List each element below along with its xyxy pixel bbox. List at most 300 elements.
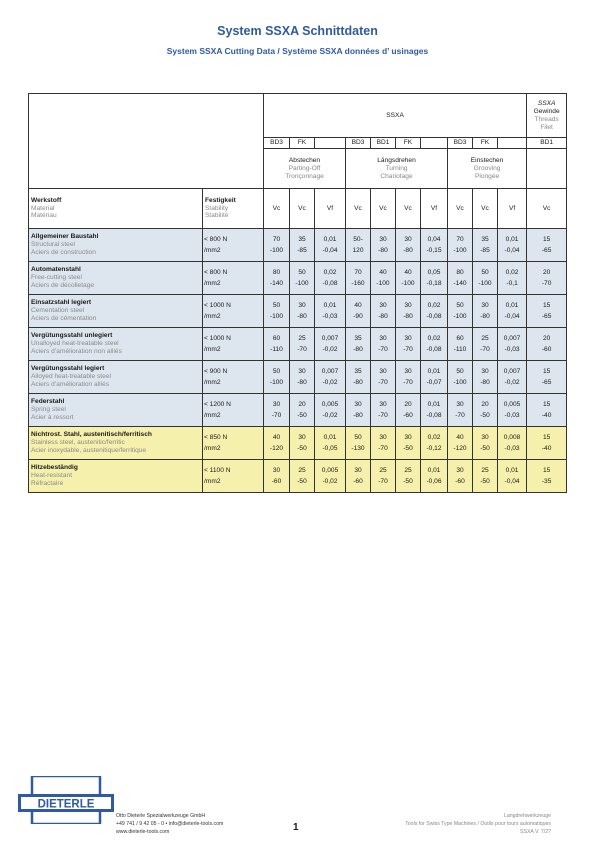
value-line: -50 <box>403 445 413 452</box>
value-line: -0,06 <box>426 478 442 485</box>
material-header <box>29 189 203 229</box>
value-line: 20 <box>542 269 551 276</box>
value-line: 0,01 <box>323 302 337 309</box>
value-line: -85 <box>480 247 490 254</box>
footer-right-line: Langdrehwerkzeuge <box>503 813 551 819</box>
value-line: 40 <box>272 434 281 441</box>
material-en: Unalloyed heat-treatable steel <box>31 340 119 348</box>
value-line: -70 <box>378 412 388 419</box>
footer-contact: +49 741 / 9 42 05 - 0 • info@dieterle-tools.com <box>116 821 224 827</box>
value-line: -70 <box>480 346 490 353</box>
value-cell <box>346 262 371 295</box>
threads-header-line: Gewinde <box>533 107 560 115</box>
value-line: -100 <box>453 379 467 386</box>
operation-fr: Tronçonnage <box>285 172 324 180</box>
value-line: -40 <box>541 445 552 452</box>
strength-line: /mm2 <box>204 412 221 419</box>
strength-cell <box>203 295 264 328</box>
material-en: Structural steel <box>31 241 75 249</box>
material-fr: Aciers d’amélioration alliés <box>31 380 110 388</box>
value-cell <box>290 229 315 262</box>
value-cell <box>290 427 315 460</box>
value-line: -0,03 <box>322 313 338 320</box>
value-cell <box>473 229 498 262</box>
value-line: -90 <box>353 313 363 320</box>
value-cell <box>264 328 290 361</box>
material-fr: Aciers de décolletage <box>31 281 95 289</box>
value-cell <box>448 295 473 328</box>
parameter-header-row <box>29 189 567 229</box>
value-line: 30 <box>404 434 412 441</box>
value-cell <box>290 460 315 493</box>
material-de: Hitzebeständig <box>31 464 78 472</box>
value-line: -35 <box>541 478 552 485</box>
value-line: -70 <box>378 346 388 353</box>
table-row <box>29 427 567 460</box>
strength-header-en: Stability <box>205 204 229 212</box>
value-cell <box>264 460 290 493</box>
operation-turning <box>346 149 448 189</box>
footer-company-block <box>116 812 223 836</box>
strength-line: /mm2 <box>204 313 221 320</box>
value-cell <box>473 361 498 394</box>
insert-code-cell <box>498 138 527 149</box>
value-cell <box>315 427 346 460</box>
strength-line: < 1000 N <box>204 302 231 309</box>
value-line: 0,007 <box>503 335 521 342</box>
value-line: -85 <box>297 247 307 254</box>
value-line: 40 <box>354 302 362 309</box>
value-line: -0,02 <box>322 346 338 353</box>
value-cell <box>396 427 421 460</box>
insert-code-cell: BD3 <box>346 138 371 149</box>
value-line: -70 <box>378 478 388 485</box>
strength-line: < 1200 N <box>204 401 231 408</box>
material-de: Allgemeiner Baustahl <box>31 233 99 241</box>
value-line: 0,04 <box>427 236 441 243</box>
value-line: 0,01 <box>505 236 519 243</box>
parameter-header-cell: Vf <box>315 189 346 229</box>
parameter-header-cell: Vc <box>527 189 567 229</box>
parameter-header-cell: Vc <box>264 189 290 229</box>
strength-line: /mm2 <box>204 280 221 287</box>
footer-right-line: SSXA V. 7/2? <box>520 829 551 835</box>
value-line: 25 <box>298 467 306 474</box>
value-line: 0,02 <box>505 269 519 276</box>
value-line: -0,04 <box>504 247 520 254</box>
table-row <box>29 361 567 394</box>
table-body <box>29 94 567 493</box>
insert-code-cell <box>315 138 346 149</box>
value-line: 35 <box>298 236 306 243</box>
parameter-header-cell: Vc <box>473 189 498 229</box>
value-line: 50 <box>298 269 306 276</box>
parameter-header-cell: Vc <box>396 189 421 229</box>
value-cell <box>448 229 473 262</box>
value-line: -100 <box>453 247 467 254</box>
value-line: 50 <box>481 269 489 276</box>
value-line: 30 <box>298 434 306 441</box>
value-line: 0,02 <box>427 302 441 309</box>
value-line: -70 <box>271 412 282 419</box>
value-line: 30 <box>379 302 387 309</box>
value-cell <box>346 361 371 394</box>
value-line: 60 <box>272 335 281 342</box>
strength-line: /mm2 <box>204 478 221 485</box>
value-line: 30 <box>456 467 464 474</box>
strength-header-de: Festigkeit <box>205 196 236 204</box>
strength-line: /mm2 <box>204 247 221 254</box>
parameter-header-cell: Vf <box>421 189 448 229</box>
value-line: -0,15 <box>426 247 442 254</box>
value-line: -70 <box>455 412 465 419</box>
value-cell <box>527 328 567 361</box>
value-line: 25 <box>379 467 387 474</box>
value-cell <box>371 262 396 295</box>
footer-right-line: Tools for Swiss Type Machines / Outils pour tours automatiques <box>405 821 551 827</box>
value-line: -100 <box>269 247 284 254</box>
value-cell <box>396 394 421 427</box>
value-line: -0,08 <box>322 280 338 287</box>
table-row <box>29 295 567 328</box>
value-line: 30 <box>456 401 464 408</box>
value-cell <box>315 229 346 262</box>
strength-line: < 900 N <box>204 368 228 375</box>
value-line: 30 <box>404 302 412 309</box>
footer-web: www.dieterle-tools.com <box>116 829 170 835</box>
value-line: -50 <box>480 412 490 419</box>
value-line: -70 <box>403 346 413 353</box>
value-line: -50 <box>403 478 413 485</box>
value-line: 120 <box>352 247 364 254</box>
value-line: -0,02 <box>322 379 338 386</box>
value-cell <box>315 262 346 295</box>
value-line: 30 <box>379 401 387 408</box>
value-line: -0,08 <box>426 412 442 419</box>
value-line: 0,01 <box>505 302 519 309</box>
value-line: 30 <box>354 401 362 408</box>
value-line: -50 <box>297 412 307 419</box>
value-line: -50 <box>480 478 490 485</box>
value-line: 30 <box>272 401 281 408</box>
insert-code-cell: FK <box>290 138 315 149</box>
value-line: 25 <box>481 467 489 474</box>
insert-code-cell: BD1 <box>527 138 567 149</box>
value-line: 0,01 <box>505 467 519 474</box>
value-line: -0,12 <box>426 445 442 452</box>
value-cell <box>421 361 448 394</box>
value-line: -120 <box>269 445 284 452</box>
operation-grooving <box>448 149 527 189</box>
value-cell <box>527 262 567 295</box>
value-line: 70 <box>354 269 362 276</box>
value-cell <box>448 361 473 394</box>
value-line: 70 <box>456 236 464 243</box>
value-line: 0,007 <box>503 368 521 375</box>
table-row <box>29 328 567 361</box>
threads-header-line: Filet <box>540 123 553 131</box>
operation-fr: Plongée <box>474 172 500 180</box>
value-cell <box>396 460 421 493</box>
value-line: 30 <box>379 335 387 342</box>
material-fr: Aciers de cémentation <box>31 314 97 322</box>
operation-en: Turning <box>385 164 408 172</box>
value-line: -0,04 <box>504 478 520 485</box>
value-line: -70 <box>403 379 413 386</box>
material-de: Automatenstahl <box>31 266 81 274</box>
value-line: 40 <box>379 269 387 276</box>
value-cell <box>448 394 473 427</box>
value-line: -80 <box>403 313 413 320</box>
value-cell <box>315 295 346 328</box>
value-line: -0,03 <box>504 346 520 353</box>
value-cell <box>473 262 498 295</box>
material-cell <box>29 427 203 460</box>
value-cell <box>448 460 473 493</box>
value-cell <box>527 394 567 427</box>
material-header-de: Werkstoff <box>31 196 62 204</box>
strength-header-fr: Stabilité <box>205 212 229 220</box>
value-line: 25 <box>404 467 412 474</box>
dieterle-logo <box>18 776 114 829</box>
operation-en: Parting-Off <box>288 164 321 172</box>
value-cell <box>290 328 315 361</box>
value-cell <box>421 394 448 427</box>
insert-code-cell: BD1 <box>371 138 396 149</box>
operation-de: Einstechen <box>470 156 504 164</box>
value-cell <box>290 394 315 427</box>
value-line: -100 <box>376 280 390 287</box>
value-cell <box>498 427 527 460</box>
material-en: Cementation steel <box>31 307 85 315</box>
value-line: 25 <box>481 335 489 342</box>
dieterle-logo-icon <box>18 776 114 824</box>
material-de: Federstahl <box>31 398 65 406</box>
value-line: -120 <box>453 445 467 452</box>
value-line: -50 <box>480 445 490 452</box>
value-cell <box>421 427 448 460</box>
value-line: 35 <box>481 236 489 243</box>
material-cell <box>29 262 203 295</box>
insert-code-cell <box>421 138 448 149</box>
value-line: -0,03 <box>504 445 520 452</box>
value-line: 0,01 <box>323 434 337 441</box>
value-line: -60 <box>353 478 363 485</box>
threads-header-line: SSXA <box>537 99 556 107</box>
parameter-header-cell: Vf <box>498 189 527 229</box>
material-cell <box>29 394 203 427</box>
value-cell <box>527 361 567 394</box>
value-line: -80 <box>353 379 363 386</box>
value-line: 0,01 <box>427 401 441 408</box>
value-cell <box>315 394 346 427</box>
value-cell <box>264 262 290 295</box>
strength-header <box>203 189 264 229</box>
value-cell <box>315 460 346 493</box>
value-line: 0,007 <box>321 335 339 342</box>
value-line: 50 <box>456 302 464 309</box>
value-line: -140 <box>453 280 467 287</box>
value-line: 0,007 <box>321 368 339 375</box>
operation-threads-blank <box>527 149 567 189</box>
value-line: -0,03 <box>504 412 520 419</box>
value-line: -100 <box>478 280 492 287</box>
strength-line: /mm2 <box>204 445 221 452</box>
value-cell <box>498 460 527 493</box>
parameter-header-cell: Vc <box>371 189 396 229</box>
value-line: 30 <box>481 302 489 309</box>
value-line: -70 <box>378 445 388 452</box>
value-line: -60 <box>403 412 413 419</box>
value-line: -50 <box>297 445 307 452</box>
value-cell <box>527 295 567 328</box>
operation-de: Abstechen <box>288 156 321 164</box>
value-cell <box>264 361 290 394</box>
value-cell <box>371 361 396 394</box>
strength-line: /mm2 <box>204 346 221 353</box>
value-cell <box>396 262 421 295</box>
value-cell <box>473 394 498 427</box>
table-row <box>29 394 567 427</box>
value-line: -110 <box>453 346 467 353</box>
value-line: 50- <box>353 236 363 243</box>
value-line: 60 <box>456 335 464 342</box>
insert-code-cell: FK <box>396 138 421 149</box>
strength-cell <box>203 361 264 394</box>
value-line: 0,01 <box>427 368 441 375</box>
value-line: -130 <box>351 445 365 452</box>
value-line: 30 <box>404 236 412 243</box>
value-line: -0,02 <box>322 478 338 485</box>
value-line: 15 <box>542 434 551 441</box>
logo-text: DIETERLE <box>37 798 95 811</box>
value-line: 30 <box>272 467 281 474</box>
value-line: -100 <box>269 379 284 386</box>
value-line: -0,02 <box>322 412 338 419</box>
material-cell <box>29 361 203 394</box>
value-cell <box>498 262 527 295</box>
value-line: -0,04 <box>504 313 520 320</box>
material-en: Heat-resistant <box>31 472 73 480</box>
value-line: -80 <box>378 313 388 320</box>
value-cell <box>371 394 396 427</box>
material-fr: Aciers d’amélioration non alliés <box>31 347 122 355</box>
value-line: 35 <box>354 335 362 342</box>
value-cell <box>264 427 290 460</box>
value-line: -65 <box>541 379 552 386</box>
value-cell <box>371 427 396 460</box>
material-fr: Acier inoxydable, austenitique/ferritique <box>31 446 147 454</box>
strength-cell <box>203 460 264 493</box>
value-line: 0,02 <box>427 434 441 441</box>
material-de: Vergütungsstahl legiert <box>31 365 105 373</box>
operation-fr: Chariotage <box>380 172 413 180</box>
parameter-header-cell: Vc <box>290 189 315 229</box>
value-line: -60 <box>455 478 465 485</box>
value-cell <box>473 328 498 361</box>
value-line: -80 <box>297 313 307 320</box>
footer-company: Otto Dieterle Spezialwerkzeuge GmbH <box>116 813 206 819</box>
value-line: 0,05 <box>427 269 441 276</box>
strength-line: < 800 N <box>204 269 228 276</box>
value-line: -80 <box>480 379 490 386</box>
value-line: 25 <box>298 335 306 342</box>
value-line: -80 <box>297 379 307 386</box>
material-cell <box>29 460 203 493</box>
value-line: -60 <box>541 346 552 353</box>
material-cell <box>29 295 203 328</box>
value-line: 0,01 <box>427 467 441 474</box>
value-line: -0,07 <box>426 379 442 386</box>
value-line: -140 <box>269 280 284 287</box>
value-line: -160 <box>351 280 365 287</box>
value-line: 20 <box>404 401 412 408</box>
value-line: 30 <box>481 434 489 441</box>
value-cell <box>421 460 448 493</box>
value-cell <box>264 394 290 427</box>
strength-line: < 800 N <box>204 236 228 243</box>
material-cell <box>29 229 203 262</box>
value-line: 30 <box>379 434 387 441</box>
value-line: -100 <box>295 280 309 287</box>
value-line: 50 <box>456 368 464 375</box>
strength-cell <box>203 229 264 262</box>
value-line: -0,02 <box>504 379 520 386</box>
material-de: Einsatzstahl legiert <box>31 299 92 307</box>
value-line: 15 <box>542 302 551 309</box>
value-cell <box>371 328 396 361</box>
value-cell <box>371 295 396 328</box>
value-cell <box>527 460 567 493</box>
ssxa-group-header: SSXA <box>264 94 527 138</box>
value-line: -65 <box>541 247 552 254</box>
value-line: -80 <box>480 313 490 320</box>
table-row <box>29 229 567 262</box>
insert-code-cell: BD3 <box>448 138 473 149</box>
value-cell <box>498 295 527 328</box>
strength-line: /mm2 <box>204 379 221 386</box>
value-line: -80 <box>353 412 363 419</box>
cutting-data-table <box>28 93 567 493</box>
value-line: 20 <box>542 335 551 342</box>
value-line: 30 <box>481 368 489 375</box>
value-line: 30 <box>354 467 362 474</box>
material-en: Stainless steel, austenitic/ferritic <box>31 439 125 447</box>
value-line: -80 <box>353 346 363 353</box>
value-line: -65 <box>541 313 552 320</box>
parameter-header-cell: Vc <box>346 189 371 229</box>
operation-parting-off <box>264 149 346 189</box>
material-en: Free-cutting steel <box>31 274 82 282</box>
value-cell <box>498 229 527 262</box>
value-line: -70 <box>541 280 552 287</box>
operation-de: Längsdrehen <box>377 156 416 164</box>
value-line: 15 <box>542 236 551 243</box>
value-line: 30 <box>298 302 306 309</box>
blank-header-cell <box>29 94 264 189</box>
value-line: -0,08 <box>426 346 442 353</box>
material-de: Nichtrost. Stahl, austenitisch/ferritisch <box>31 431 152 439</box>
threads-header-line: Threads <box>534 115 559 123</box>
value-cell <box>315 328 346 361</box>
operation-en: Grooving <box>473 164 501 172</box>
strength-line: < 1000 N <box>204 335 231 342</box>
value-cell <box>473 460 498 493</box>
value-cell <box>396 361 421 394</box>
value-cell <box>421 295 448 328</box>
value-cell <box>448 262 473 295</box>
value-line: 40 <box>456 434 464 441</box>
